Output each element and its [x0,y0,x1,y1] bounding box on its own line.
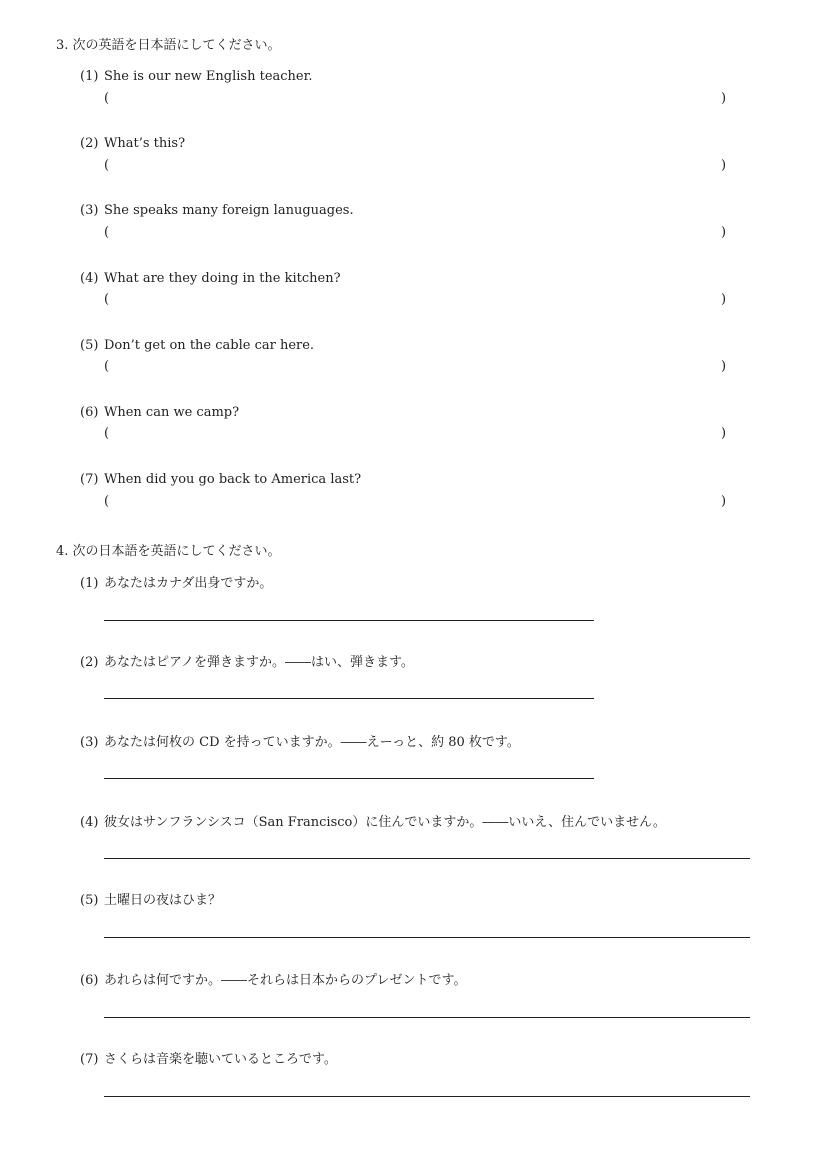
answer-paren-close: ) [721,225,727,240]
answer-paren-open: ( [104,494,110,509]
answer-paren-close: ) [721,359,727,374]
answer-line[interactable] [104,698,594,699]
answer-paren-close: ) [721,426,727,441]
answer-line[interactable] [104,937,750,938]
section3-item-3-number: (3) [80,203,99,218]
section3-item-4-number: (4) [80,271,99,286]
section3-item-7-number: (7) [80,472,99,487]
section4-item-7-number: (7) [80,1052,99,1067]
answer-paren-close: ) [721,494,727,509]
section3-item-3-text: She speaks many foreign lanuguages. [104,203,354,218]
answer-paren-open: ( [104,292,110,307]
section3-item-6-number: (6) [80,405,99,420]
answer-line[interactable] [104,1017,750,1018]
section3-item-4-text: What are they doing in the kitchen? [104,271,341,286]
answer-line[interactable] [104,1096,750,1097]
answer-line[interactable] [104,620,594,621]
section4-item-2-number: (2) [80,655,99,670]
section4-item-6-text: あれらは何ですか。――それらは日本からのプレゼントです。 [104,973,467,988]
section4-item-5-text: 土曜日の夜はひま？ [104,893,222,908]
section3-item-1-text: She is our new English teacher. [104,69,313,84]
answer-paren-close: ) [721,292,727,307]
section4-item-6-number: (6) [80,973,99,988]
section4-item-7-text: さくらは音楽を聴いているところです。 [104,1052,337,1067]
answer-paren-open: ( [104,225,110,240]
section3-item-2-text: What’s this? [104,136,186,151]
section4-item-1-text: あなたはカナダ出身ですか。 [104,576,273,591]
section4-item-4-number: (4) [80,815,99,830]
section4-item-4-text: 彼女はサンフランシスコ（San Francisco）に住んでいますか。――いいえ、住んでいません。 [104,815,666,830]
section3-item-7-text: When did you go back to America last? [104,472,362,487]
section3-item-6-text: When can we camp? [104,405,240,420]
section4-item-3-text: あなたは何枚の CD を持っていますか。――えーっと、約 80 枚です。 [104,735,520,750]
section3-item-5-text: Don’t get on the cable car here. [104,338,315,353]
answer-paren-open: ( [104,426,110,441]
answer-paren-open: ( [104,91,110,106]
section3-title: 3. 次の英語を日本語にしてください。 [56,38,281,53]
section4-item-5-number: (5) [80,893,99,908]
answer-line[interactable] [104,858,750,859]
section3-item-2-number: (2) [80,136,99,151]
section4-title: 4. 次の日本語を英語にしてください。 [56,544,281,559]
answer-paren-close: ) [721,91,727,106]
section3-item-1-number: (1) [80,69,99,84]
answer-paren-open: ( [104,158,110,173]
answer-line[interactable] [104,778,594,779]
section4-item-2-text: あなたはピアノを弾きますか。――はい、弾きます。 [104,655,414,670]
answer-paren-open: ( [104,359,110,374]
section4-item-3-number: (3) [80,735,99,750]
answer-paren-close: ) [721,158,727,173]
section4-item-1-number: (1) [80,576,99,591]
section3-item-5-number: (5) [80,338,99,353]
